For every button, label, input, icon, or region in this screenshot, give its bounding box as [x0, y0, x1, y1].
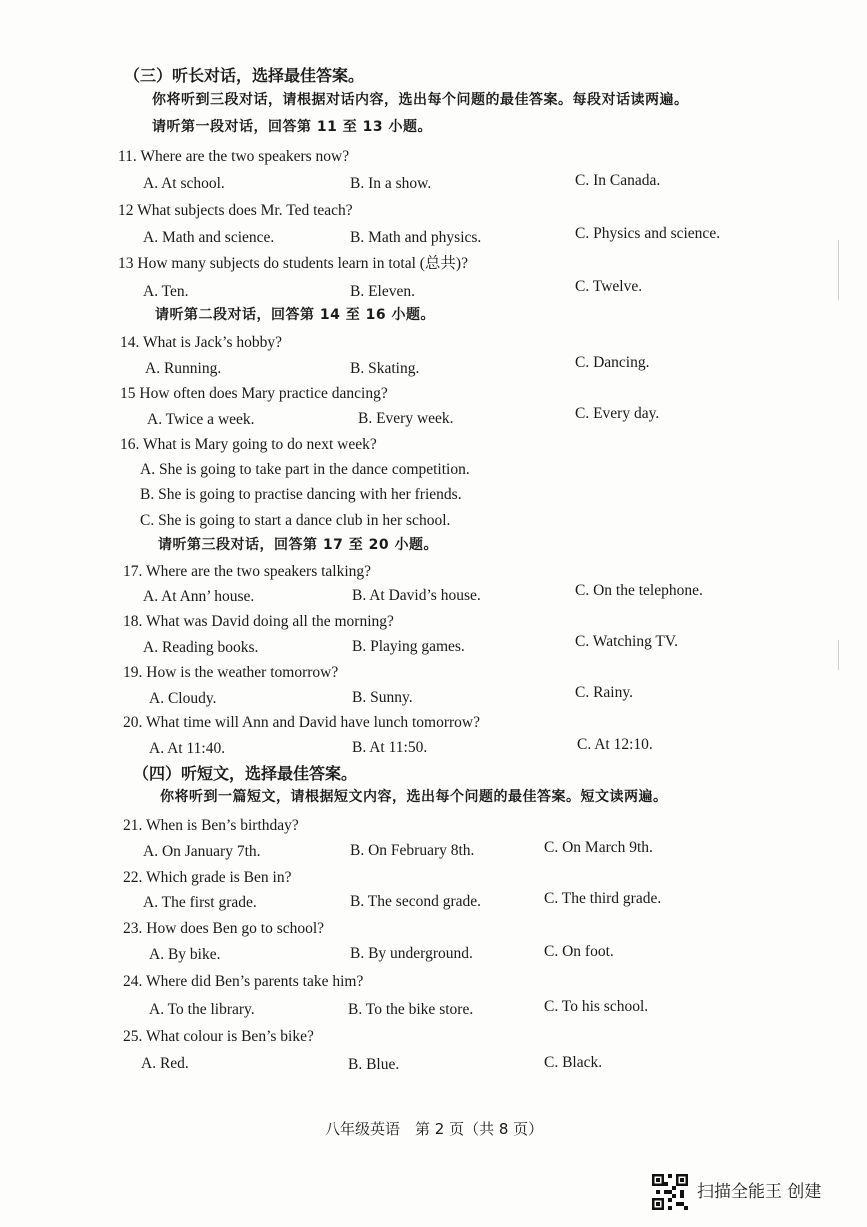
option-19-b: B. Sunny.	[352, 689, 413, 706]
option-23-a: A. By bike.	[149, 946, 221, 963]
option-21-c: C. On March 9th.	[544, 839, 653, 856]
scan-edge-line	[838, 640, 839, 670]
option-16-c: C. She is going to start a dance club in her school.	[140, 512, 451, 529]
option-21-a: A. On January 7th.	[143, 843, 261, 860]
question-16: 16. What is Mary going to do next week?	[120, 436, 377, 453]
option-15-c: C. Every day.	[575, 405, 660, 422]
option-15-b: B. Every week.	[358, 410, 454, 427]
option-19-a: A. Cloudy.	[149, 690, 217, 707]
question-19: 19. How is the weather tomorrow?	[123, 664, 339, 681]
option-11-a: A. At school.	[143, 175, 225, 192]
option-18-a: A. Reading books.	[143, 639, 259, 656]
question-13: 13 How many subjects do students learn in total (总共)?	[118, 255, 468, 272]
page-footer: 八年级英语 第 2 页（共 8 页）	[325, 1120, 544, 1138]
option-20-c: C. At 12:10.	[577, 736, 653, 753]
option-22-a: A. The first grade.	[143, 894, 257, 911]
option-11-c: C. In Canada.	[575, 172, 661, 189]
option-23-c: C. On foot.	[544, 943, 614, 960]
question-15: 15 How often does Mary practice dancing?	[120, 385, 388, 402]
option-20-b: B. At 11:50.	[352, 739, 428, 756]
option-25-a: A. Red.	[141, 1055, 189, 1072]
option-14-c: C. Dancing.	[575, 354, 650, 371]
section-instruction-part3: 你将听到三段对话，请根据对话内容，选出每个问题的最佳答案。每段对话读两遍。	[152, 92, 689, 108]
option-16-b: B. She is going to practise dancing with her friends.	[140, 486, 462, 503]
option-14-b: B. Skating.	[350, 360, 420, 377]
question-24: 24. Where did Ben’s parents take him?	[123, 973, 364, 990]
option-12-a: A. Math and science.	[143, 229, 275, 246]
section-instruction-part4: 你将听到一篇短文，请根据短文内容，选出每个问题的最佳答案。短文读两遍。	[160, 789, 668, 805]
question-11: 11. Where are the two speakers now?	[118, 148, 350, 165]
option-19-c: C. Rainy.	[575, 684, 633, 701]
question-12: 12 What subjects does Mr. Ted teach?	[118, 202, 353, 219]
option-18-b: B. Playing games.	[352, 638, 465, 655]
section-heading-part4: （四）听短文，选择最佳答案。	[133, 764, 358, 783]
section-heading-part3: （三）听长对话，选择最佳答案。	[124, 66, 365, 85]
option-15-a: A. Twice a week.	[147, 411, 255, 428]
option-17-a: A. At Ann’ house.	[143, 588, 255, 605]
question-17: 17. Where are the two speakers talking?	[123, 563, 372, 580]
question-25: 25. What colour is Ben’s bike?	[123, 1028, 314, 1045]
sub-instruction-2: 请听第二段对话，回答第 14 至 16 小题。	[155, 307, 435, 323]
option-25-b: B. Blue.	[348, 1056, 400, 1073]
option-11-b: B. In a show.	[350, 175, 432, 192]
option-13-b: B. Eleven.	[350, 283, 415, 300]
watermark-text: 扫描全能王 创建	[697, 1182, 822, 1202]
option-13-a: A. Ten.	[143, 283, 189, 300]
question-18: 18. What was David doing all the morning?	[123, 613, 394, 630]
option-13-c: C. Twelve.	[575, 278, 643, 295]
question-20: 20. What time will Ann and David have lunch tomorrow?	[123, 714, 480, 731]
option-12-c: C. Physics and science.	[575, 225, 721, 242]
option-24-b: B. To the bike store.	[348, 1001, 474, 1018]
question-21: 21. When is Ben’s birthday?	[123, 817, 299, 834]
option-24-c: C. To his school.	[544, 998, 649, 1015]
scan-edge-line	[838, 240, 839, 300]
option-22-c: C. The third grade.	[544, 890, 662, 907]
option-14-a: A. Running.	[145, 360, 222, 377]
option-22-b: B. The second grade.	[350, 893, 481, 910]
sub-instruction-1: 请听第一段对话，回答第 11 至 13 小题。	[152, 119, 432, 135]
option-12-b: B. Math and physics.	[350, 229, 482, 246]
option-18-c: C. Watching TV.	[575, 633, 678, 650]
option-17-c: C. On the telephone.	[575, 582, 703, 599]
option-17-b: B. At David’s house.	[352, 587, 481, 604]
option-24-a: A. To the library.	[149, 1001, 255, 1018]
question-14: 14. What is Jack’s hobby?	[120, 334, 283, 351]
option-21-b: B. On February 8th.	[350, 842, 475, 859]
qr-code-icon	[652, 1174, 688, 1210]
option-25-c: C. Black.	[544, 1054, 603, 1071]
option-20-a: A. At 11:40.	[149, 740, 226, 757]
sub-instruction-3: 请听第三段对话，回答第 17 至 20 小题。	[158, 537, 438, 553]
question-23: 23. How does Ben go to school?	[123, 920, 325, 937]
option-23-b: B. By underground.	[350, 945, 473, 962]
question-22: 22. Which grade is Ben in?	[123, 869, 292, 886]
option-16-a: A. She is going to take part in the dance competition.	[140, 461, 470, 478]
